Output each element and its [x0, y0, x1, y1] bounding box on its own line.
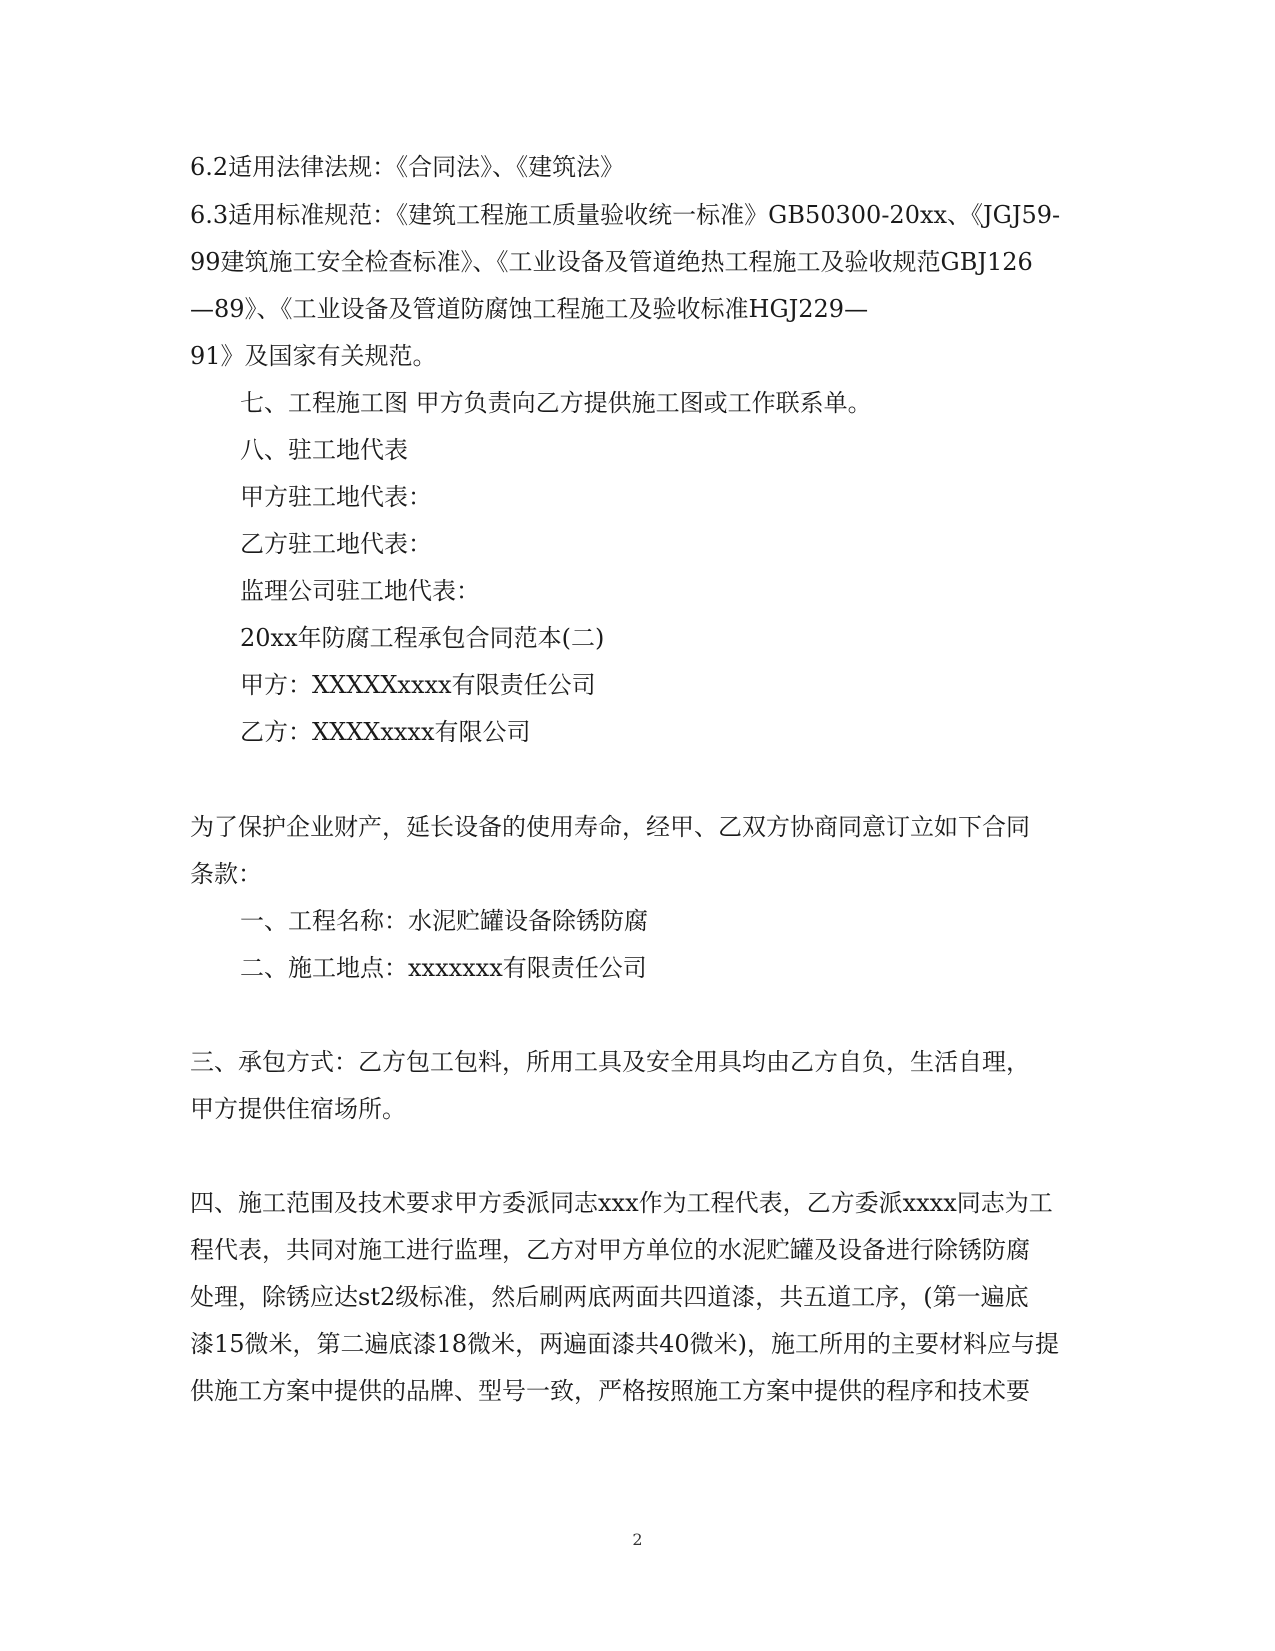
text-line: 为了保护企业财产，延长设备的使用寿命，经甲、乙双方协商同意订立如下合同	[190, 813, 1030, 841]
text-line: 七、工程施工图 甲方负责向乙方提供施工图或工作联系单。	[240, 389, 872, 417]
text-line: 四、施工范围及技术要求甲方委派同志xxx作为工程代表，乙方委派xxxx同志为工	[190, 1189, 1053, 1217]
text-line: 乙方：XXXXxxxx有限公司	[240, 718, 531, 746]
text-line: 监理公司驻工地代表：	[240, 577, 480, 605]
text-line: 6.2适用法律法规：《合同法》、《建筑法》	[190, 153, 625, 181]
text-line: 处理，除锈应达st2级标准，然后刷两底两面共四道漆，共五道工序，(第一遍底	[190, 1283, 1029, 1311]
text-line: 6.3适用标准规范：《建筑工程施工质量验收统一标准》GB50300-20xx、《JGJ59-	[190, 201, 1061, 229]
text-line: 条款：	[190, 860, 262, 888]
text-line: 甲方驻工地代表：	[240, 483, 432, 511]
text-line: 甲方：XXXXXxxxx有限责任公司	[240, 671, 596, 699]
text-line: —89》、《工业设备及管道防腐蚀工程施工及验收标准HGJ229—	[190, 295, 869, 323]
text-line: 一、工程名称：水泥贮罐设备除锈防腐	[240, 907, 648, 935]
text-line: 91》及国家有关规范。	[190, 342, 437, 370]
text-line: 八、驻工地代表	[240, 436, 408, 464]
text-line: 二、施工地点：xxxxxxx有限责任公司	[240, 954, 647, 982]
text-line: 乙方驻工地代表：	[240, 530, 432, 558]
text-line: 20xx年防腐工程承包合同范本(二)	[240, 624, 605, 652]
text-line: 程代表，共同对施工进行监理，乙方对甲方单位的水泥贮罐及设备进行除锈防腐	[190, 1236, 1030, 1264]
text-line: 三、承包方式：乙方包工包料，所用工具及安全用具均由乙方自负，生活自理，	[190, 1048, 1030, 1076]
page-number: 2	[632, 1530, 643, 1549]
text-line: 漆15微米，第二遍底漆18微米，两遍面漆共40微米)，施工所用的主要材料应与提	[190, 1330, 1059, 1358]
text-line: 供施工方案中提供的品牌、型号一致，严格按照施工方案中提供的程序和技术要	[190, 1377, 1030, 1405]
text-line: 甲方提供住宿场所。	[190, 1095, 406, 1123]
text-line: 99建筑施工安全检查标准》、《工业设备及管道绝热工程施工及验收规范GBJ126	[190, 248, 1033, 276]
